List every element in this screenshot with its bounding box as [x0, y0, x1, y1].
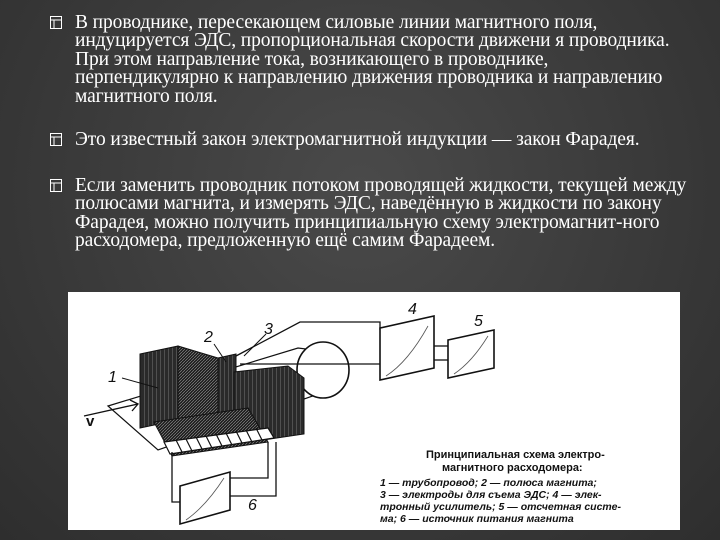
- bullet-text: Это известный закон электромагнитной индукции — закон Фарадея.: [75, 129, 640, 150]
- label-1: 1: [108, 369, 117, 386]
- label-6: 6: [248, 497, 257, 514]
- bullet-text: Если заменить проводник потоком проводящей жидкости, текущей между полюсами магнита, и измерять ЭДС, наведённую в жидкости по закону Фарадея, можно получить принципиальную схему электромагнит-ного расходомера, предложенную ещё самим Фарадеем.: [75, 175, 687, 252]
- label-4: 4: [408, 301, 417, 318]
- bullet-square-icon: [50, 179, 62, 192]
- label-5: 5: [474, 313, 483, 330]
- bullet-square-icon: [50, 133, 62, 146]
- bullet-item: [50, 131, 690, 171]
- label-3: 3: [264, 321, 273, 338]
- bullet-item: [50, 14, 690, 124]
- caption-line3: тронный усилитель; 5 — отсчетная систе-: [380, 501, 621, 513]
- bullet-list: [50, 14, 690, 251]
- label-2: 2: [204, 329, 213, 346]
- magnet-power-source: [180, 472, 230, 524]
- reading-system: [448, 330, 494, 378]
- bullet-text: В проводнике, пересекающем силовые линии магнитного поля, индуцируется ЭДС, пропорциональная скорости движени я проводника. При этом направление тока, возникающего в проводнике, перпендикулярно к направлению движения проводника и направлению магнитного поля.: [75, 12, 670, 107]
- caption-title-line1: Принципиальная схема электро-: [426, 449, 605, 461]
- caption-line4: ма; 6 — источник питания магнита: [380, 513, 574, 525]
- caption-title-line2: магнитного расходомера:: [442, 462, 583, 474]
- caption-line2: 3 — электроды для съема ЭДС; 4 — элек-: [380, 489, 602, 501]
- label-v: v: [86, 413, 95, 430]
- electronic-amplifier: [380, 316, 434, 380]
- figure-caption: [380, 449, 621, 525]
- caption-line1: 1 — трубопровод; 2 — полюса магнита;: [380, 477, 597, 489]
- flowmeter-diagram: [68, 292, 680, 530]
- bullet-square-icon: [50, 16, 62, 29]
- bullet-item: [50, 177, 690, 251]
- flowmeter-schematic: [68, 292, 680, 530]
